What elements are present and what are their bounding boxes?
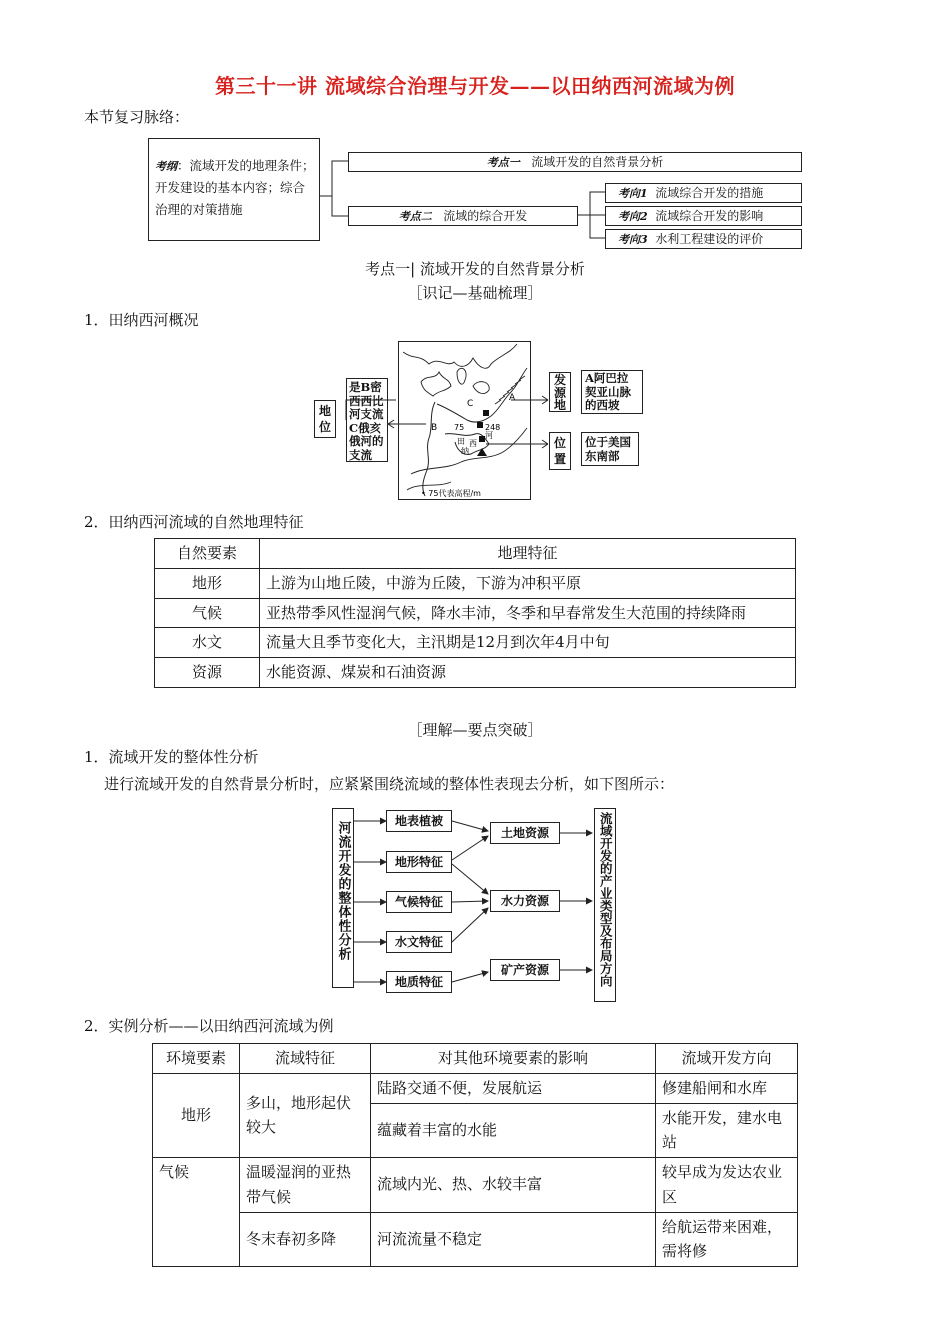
flow-mid-box: 气候特征 — [386, 891, 452, 913]
table-row — [155, 628, 796, 658]
table-cell: 地形 — [155, 568, 260, 598]
table-row — [155, 598, 796, 628]
table-cell: 冬末春初多降 — [240, 1212, 371, 1267]
outline-point1-box: 考点一 流域开发的自然背景分析 — [348, 152, 802, 172]
map-right-top-label: 发源地 — [549, 372, 571, 412]
flow-arrows — [330, 800, 630, 1010]
table-cell: 资源 — [155, 658, 260, 688]
item2-heading: 2．田纳西河流域的自然地理特征 — [84, 513, 304, 531]
table-cell: 流量大且季节变化大，主汛期是12月到次年4月中旬 — [260, 628, 796, 658]
table-cell: 陆路交通不便，发展航运 — [371, 1073, 656, 1103]
table-cell: 水能开发，建水电站 — [656, 1103, 798, 1158]
natural-features-table — [154, 538, 796, 688]
flow-mid-box: 地形特征 — [386, 851, 452, 873]
table-row — [155, 658, 796, 688]
table-header-cell: 自然要素 — [155, 539, 260, 569]
table-cell: 亚热带季风性湿润气候，降水丰沛，冬季和早春常发生大范围的持续降雨 — [260, 598, 796, 628]
table-row — [153, 1158, 798, 1213]
table-cell: 河流流量不稳定 — [371, 1212, 656, 1267]
table-cell: 气候 — [155, 598, 260, 628]
map-right-bottom-label: 位置 — [549, 432, 571, 470]
table-header-cell: 环境要素 — [153, 1044, 240, 1074]
table-row — [153, 1212, 798, 1267]
understand-heading: ［理解—要点突破］ — [407, 721, 543, 739]
outline-sub1-box: 考向1 流域综合开发的措施 — [605, 183, 802, 203]
flow-resource-box: 矿产资源 — [490, 959, 560, 981]
flow-mid-box: 地质特征 — [386, 971, 452, 993]
outline-sub3-box: 考向3 水利工程建设的评价 — [605, 229, 802, 249]
map-left-box: 是B密西西比河支流C俄亥俄河的支流 — [346, 378, 388, 462]
map-right-bottom-box: 位于美国东南部 — [581, 432, 639, 466]
flow-mid-box: 水文特征 — [386, 931, 452, 953]
table-header-cell: 流域特征 — [240, 1044, 371, 1074]
table-cell: 蕴藏着丰富的水能 — [371, 1103, 656, 1158]
section1-heading: 考点一| 流域开发的自然背景分析 — [365, 260, 585, 278]
table-cell: 给航运带来困难，需将修 — [656, 1212, 798, 1267]
table-header-cell: 流域开发方向 — [656, 1044, 798, 1074]
map-label-c: C — [467, 399, 474, 409]
map-right-top-box: A阿巴拉契亚山脉的西坡 — [581, 370, 643, 414]
table-header-cell: 对其他环境要素的影响 — [371, 1044, 656, 1074]
flow-resource-box: 水力资源 — [490, 890, 560, 912]
table-cell: 温暖湿润的亚热带气候 — [240, 1158, 371, 1213]
map-river-char3: 西 — [469, 439, 477, 448]
map-legend: • 75代表高程/m — [421, 489, 481, 498]
flow-resource-box: 土地资源 — [490, 822, 560, 844]
map-river-char2: 纳 — [461, 447, 469, 456]
review-label: 本节复习脉络： — [84, 108, 190, 126]
table-cell: 修建船闸和水库 — [656, 1073, 798, 1103]
table-header-cell: 地理特征 — [260, 539, 796, 569]
map-label-75: 75 — [454, 423, 465, 432]
table-cell: 多山，地形起伏较大 — [240, 1073, 371, 1157]
map-river-char4: 河 — [485, 431, 493, 440]
map-river-char1: 田 — [457, 437, 465, 446]
section1-subheading: ［识记—基础梳理］ — [407, 284, 543, 302]
case-analysis-table — [152, 1043, 798, 1267]
table-header-row — [155, 539, 796, 569]
u-item2-heading: 2．实例分析——以田纳西河流域为例 — [84, 1017, 334, 1035]
map-label-b: B — [431, 423, 438, 433]
u-item1-text: 进行流域开发的自然背景分析时，应紧紧围绕流域的整体性表现去分析，如下图所示： — [104, 775, 675, 793]
table-header-row — [153, 1044, 798, 1074]
outline-left-box: 考纲：流域开发的地理条件；开发建设的基本内容；综合治理的对策措施 — [148, 138, 320, 241]
table-cell: 地形 — [153, 1073, 240, 1157]
table-cell: 上游为山地丘陵，中游为丘陵，下游为冲积平原 — [260, 568, 796, 598]
map-left-label: 地位 — [314, 400, 336, 438]
table-cell: 水能资源、煤炭和石油资源 — [260, 658, 796, 688]
table-cell: 较早成为发达农业区 — [656, 1158, 798, 1213]
table-row — [153, 1073, 798, 1103]
map-arrows — [336, 380, 576, 470]
item1-heading: 1．田纳西河概况 — [84, 311, 199, 329]
flow-right-box: 流域开发的产业类型及布局方向 — [594, 808, 616, 1002]
map-label-a: A — [509, 393, 516, 403]
u-item1-heading: 1．流域开发的整体性分析 — [84, 748, 259, 766]
flow-mid-box: 地表植被 — [386, 810, 452, 832]
table-row — [155, 568, 796, 598]
map-label-248: 248 — [485, 423, 501, 432]
outline-point2-box: 考点二 流域的综合开发 — [348, 206, 578, 226]
page-title: 第三十一讲 流域综合治理与开发——以田纳西河流域为例 — [215, 74, 735, 98]
table-cell: 水文 — [155, 628, 260, 658]
flow-left-box: 河流开发的整体性分析 — [332, 808, 354, 988]
outline-sub2-box: 考向2 流域综合开发的影响 — [605, 206, 802, 226]
table-cell: 气候 — [153, 1158, 240, 1267]
table-cell: 流域内光、热、水较丰富 — [371, 1158, 656, 1213]
